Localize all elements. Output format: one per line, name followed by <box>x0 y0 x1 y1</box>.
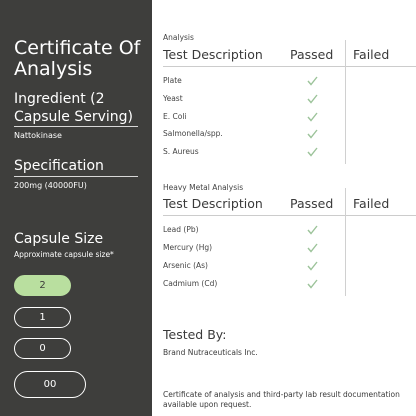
checkmark-icon <box>307 243 318 253</box>
analysis-col-failed: Failed <box>353 47 390 62</box>
footnote: Certificate of analysis and third-party lab result documentation available upon request. <box>163 390 400 409</box>
ingredient-divider <box>14 126 138 127</box>
capsule-option-1[interactable]: 1 <box>14 307 71 328</box>
specification-heading: Specification <box>14 158 104 174</box>
analysis-row-label: S. Aureus <box>163 147 199 156</box>
checkmark-icon <box>307 76 318 86</box>
checkmark-icon <box>307 279 318 289</box>
capsule-option-2[interactable]: 2 <box>14 275 71 296</box>
heavy-metal-header-divider <box>163 215 416 216</box>
analysis-row-label: Salmonella/spp. <box>163 129 223 138</box>
analysis-column-divider <box>345 40 346 164</box>
heavy-metal-row-label: Mercury (Hg) <box>163 243 213 252</box>
analysis-col-passed: Passed <box>290 47 334 62</box>
analysis-row-label: Plate <box>163 76 182 85</box>
specification-value: 200mg (40000FU) <box>14 181 87 190</box>
tested-by-lab: Brand Nutraceuticals Inc. <box>163 348 258 357</box>
checkmark-icon <box>307 112 318 122</box>
analysis-row-label: E. Coli <box>163 112 187 121</box>
left-panel <box>0 0 152 416</box>
checkmark-icon <box>307 94 318 104</box>
specification-divider <box>14 176 138 177</box>
analysis-section-label: Analysis <box>163 33 194 42</box>
heavy-metal-section-label: Heavy Metal Analysis <box>163 183 244 192</box>
heavy-metal-row-label: Cadmium (Cd) <box>163 279 218 288</box>
checkmark-icon <box>307 147 318 157</box>
ingredient-value: Nattokinase <box>14 131 62 140</box>
ingredient-heading: Ingredient (2 Capsule Serving) <box>14 91 134 125</box>
capsule-size-heading: Capsule Size <box>14 231 104 247</box>
heavy-metal-row-label: Arsenic (As) <box>163 261 208 270</box>
heavy-metal-col-failed: Failed <box>353 196 390 211</box>
capsule-size-note: Approximate capsule size* <box>14 250 114 259</box>
heavy-metal-row-label: Lead (Pb) <box>163 225 199 234</box>
checkmark-icon <box>307 225 318 235</box>
checkmark-icon <box>307 261 318 271</box>
certificate-title: Certificate Of Analysis <box>14 37 141 80</box>
heavy-metal-col-test-description: Test Description <box>163 196 263 211</box>
analysis-header-divider <box>163 66 416 67</box>
analysis-row-label: Yeast <box>163 94 183 103</box>
analysis-col-test-description: Test Description <box>163 47 263 62</box>
heavy-metal-col-passed: Passed <box>290 196 334 211</box>
heavy-metal-column-divider <box>345 188 346 296</box>
checkmark-icon <box>307 129 318 139</box>
capsule-option-0[interactable]: 0 <box>14 338 71 359</box>
capsule-option-00[interactable]: 00 <box>14 371 86 398</box>
right-panel <box>152 0 416 416</box>
tested-by-heading: Tested By: <box>163 327 227 342</box>
